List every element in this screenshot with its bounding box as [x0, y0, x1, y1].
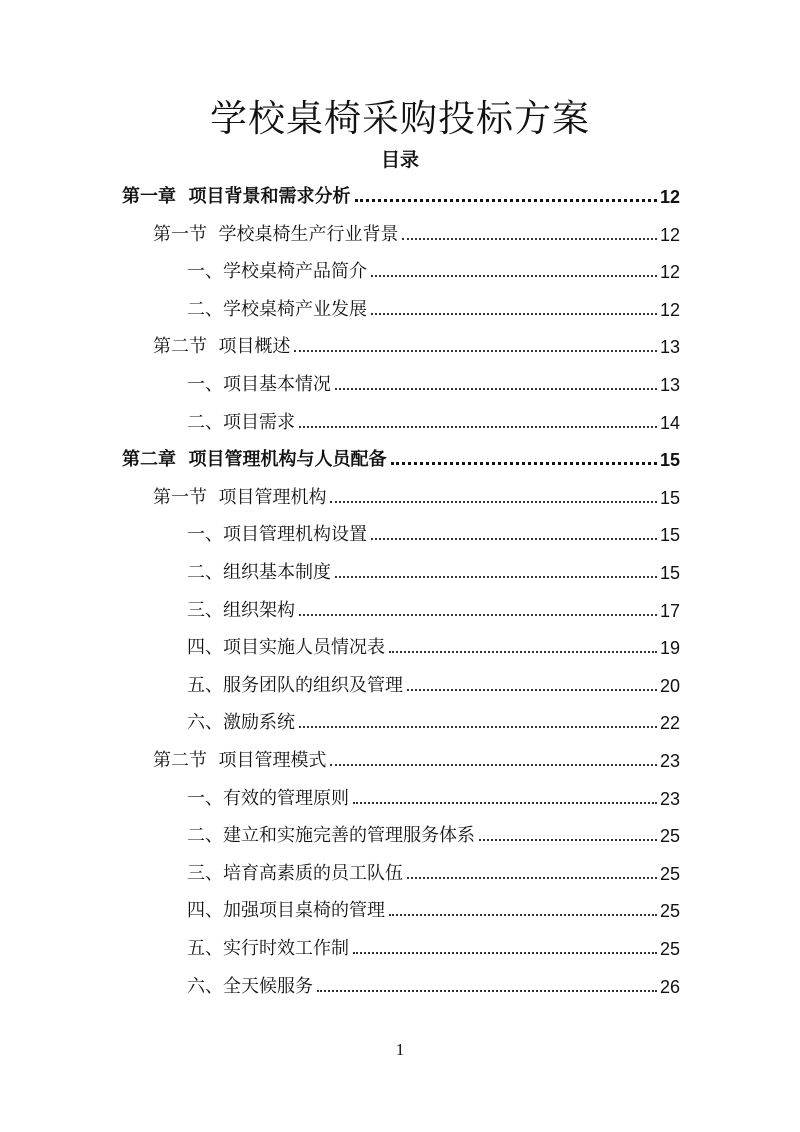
- dot-leader: [335, 388, 657, 390]
- toc-entry-item[interactable]: [187, 255, 680, 283]
- toc-entry-label: 第二节 项目概述: [153, 336, 291, 358]
- toc-entry-item[interactable]: [187, 518, 680, 546]
- toc-entry-page: 15: [659, 450, 680, 471]
- dot-leader: [371, 313, 657, 315]
- dot-leader: [355, 199, 657, 202]
- dot-leader: [479, 839, 657, 841]
- toc-entry-item[interactable]: [187, 368, 680, 396]
- toc-entry-label: 四、项目实施人员情况表: [187, 637, 385, 659]
- toc-entry-label: 六、激励系统: [187, 712, 295, 734]
- toc-entry-item[interactable]: [187, 556, 680, 584]
- dot-leader: [407, 689, 657, 691]
- toc-entry-page: 25: [659, 826, 680, 847]
- toc-entry-page: 25: [659, 863, 680, 884]
- toc-entry-page: 15: [659, 487, 680, 508]
- dot-leader: [299, 426, 657, 428]
- toc-entry-page: 14: [659, 412, 680, 433]
- toc-entry-label: 第二节 项目管理模式: [153, 750, 327, 771]
- dot-leader: [335, 576, 657, 578]
- toc-entry-section[interactable]: [153, 481, 680, 509]
- toc-entry-item[interactable]: [187, 706, 680, 734]
- dot-leader: [353, 952, 657, 954]
- toc-entry-label: 四、加强项目桌椅的管理: [187, 900, 385, 922]
- toc-entry-label: 三、培育高素质的员工队伍: [187, 862, 403, 884]
- toc-entry-page: 22: [659, 713, 680, 734]
- toc-entry-chapter[interactable]: [122, 180, 680, 208]
- toc-entry-page: 13: [659, 337, 680, 358]
- toc-entry-item[interactable]: [187, 970, 680, 998]
- toc-entry-label: 五、实行时效工作制: [187, 938, 349, 959]
- toc-entry-page: 19: [659, 638, 680, 659]
- dot-leader: [407, 877, 657, 879]
- dot-leader: [371, 538, 657, 540]
- dot-leader: [299, 614, 657, 616]
- toc-entry-label: 二、组织基本制度: [187, 562, 331, 583]
- toc-entry-item[interactable]: [187, 293, 680, 321]
- toc-entry-label: 第一节 学校桌椅生产行业背景: [153, 223, 399, 245]
- toc-entry-label: 第二章 项目管理机构与人员配备: [122, 449, 387, 471]
- toc-entry-item[interactable]: [187, 932, 680, 960]
- toc-entry-page: 12: [659, 299, 680, 320]
- toc-entry-page: 25: [659, 901, 680, 922]
- document-title: 学校桌椅采购投标方案: [210, 97, 590, 140]
- toc-entry-label: 一、学校桌椅产品简介: [187, 261, 367, 283]
- dot-leader: [299, 726, 657, 728]
- dot-leader: [402, 238, 657, 240]
- dot-leader: [317, 990, 657, 992]
- toc-entry-label: 二、建立和实施完善的管理服务体系: [187, 825, 475, 847]
- toc-entry-page: 26: [659, 976, 680, 997]
- toc-entry-item[interactable]: [187, 631, 680, 659]
- dot-leader: [391, 462, 657, 465]
- toc-entry-page: 12: [659, 262, 680, 283]
- dot-leader: [371, 275, 657, 277]
- toc-entry-item[interactable]: [187, 857, 680, 885]
- toc-entry-page: 25: [659, 939, 680, 959]
- toc-entry-item[interactable]: [187, 594, 680, 622]
- toc-entry-label: 第一章 项目背景和需求分析: [122, 186, 351, 207]
- toc-entry-page: 12: [659, 224, 680, 245]
- toc-entry-page: 15: [659, 525, 680, 546]
- page-number: 1: [395, 1040, 405, 1059]
- toc-entry-item[interactable]: [187, 894, 680, 922]
- toc-entry-page: 13: [659, 375, 680, 395]
- toc-entry-section[interactable]: [153, 218, 680, 246]
- toc-entry-item[interactable]: [187, 669, 680, 697]
- dot-leader: [389, 914, 657, 916]
- dot-leader: [294, 350, 657, 352]
- toc-entry-label: 六、全天候服务: [187, 975, 313, 997]
- dot-leader: [330, 501, 657, 503]
- dot-leader: [330, 764, 657, 766]
- toc-entry-page: 23: [659, 751, 680, 771]
- toc-entry-label: 五、服务团队的组织及管理: [187, 674, 403, 696]
- toc-entry-page: 12: [659, 187, 680, 207]
- dot-leader: [389, 651, 657, 653]
- toc-entry-item[interactable]: [187, 819, 680, 847]
- toc-entry-page: 23: [659, 788, 680, 809]
- toc-entry-chapter[interactable]: [122, 443, 680, 471]
- dot-leader: [353, 802, 657, 804]
- toc-entry-section[interactable]: [153, 744, 680, 772]
- toc-entry-page: 20: [659, 675, 680, 696]
- toc-entry-label: 一、项目基本情况: [187, 374, 331, 395]
- toc-entry-item[interactable]: [187, 782, 680, 810]
- toc-heading: 目录: [380, 149, 419, 171]
- toc-entry-label: 二、学校桌椅产业发展: [187, 298, 367, 320]
- toc-entry-section[interactable]: [153, 330, 680, 358]
- toc-entry-label: 二、项目需求: [187, 411, 295, 433]
- toc-entry-label: 三、组织架构: [187, 599, 295, 621]
- toc-entry-page: 15: [659, 563, 680, 583]
- toc-entry-page: 17: [659, 600, 680, 621]
- toc-entry-label: 一、项目管理机构设置: [187, 524, 367, 546]
- toc-entry-item[interactable]: [187, 406, 680, 434]
- toc-entry-label: 第一节 项目管理机构: [153, 486, 327, 508]
- toc-entry-label: 一、有效的管理原则: [187, 787, 349, 809]
